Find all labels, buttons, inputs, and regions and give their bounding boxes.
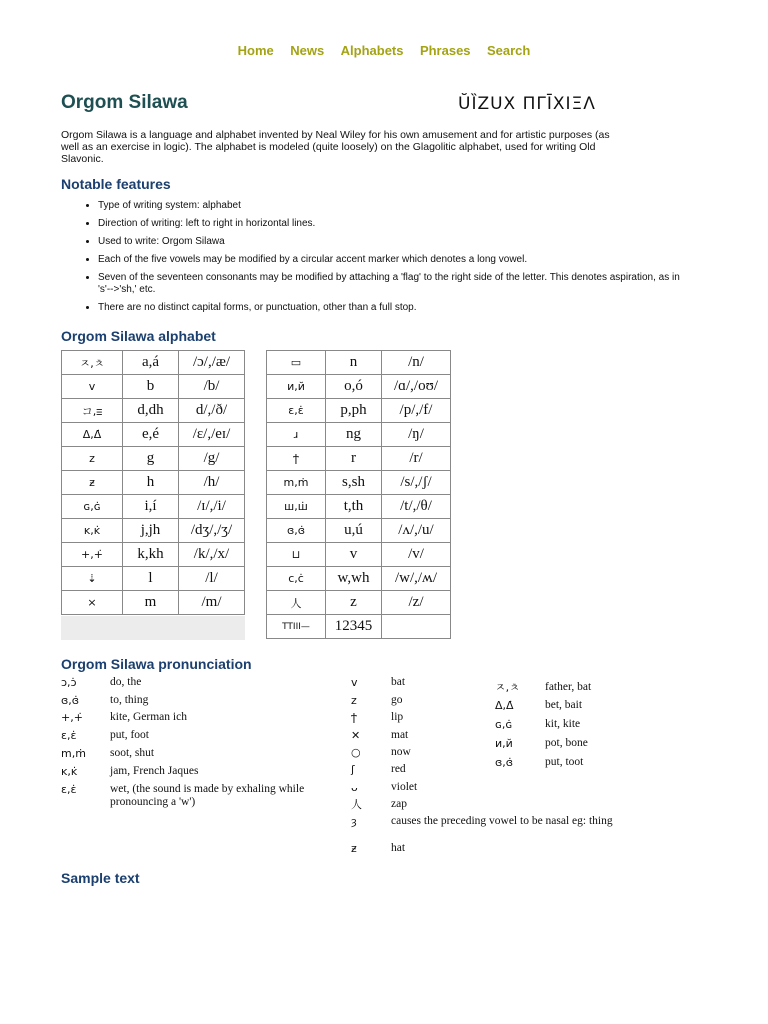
alphabet-ipa-cell: /m/ — [179, 591, 245, 615]
pronunciation-example: violet — [391, 781, 418, 793]
alphabet-glyph-cell: × — [62, 591, 123, 615]
pronunciation-glyph: ϯ — [351, 711, 357, 724]
pronunciation-example: put, toot — [545, 756, 584, 768]
alphabet-latin-cell: k,kh — [123, 543, 179, 567]
alphabet-ipa-cell: d/,/ð/ — [179, 399, 245, 423]
alphabet-ipa-cell: /z/ — [382, 591, 451, 615]
alphabet-ipa-cell: /l/ — [179, 567, 245, 591]
intro-paragraph: Orgom Silawa is a language and alphabet invented by Neal Wiley for his own amusement and for artistic purposes (as well as an exercise in logic). The alphabet is modeled (quite loosely) on the Glagolitic alphabet, used for writing Old Slavonic. — [61, 129, 610, 165]
alphabet-latin-cell: s,sh — [326, 471, 382, 495]
alphabet-ipa-cell: /t/,/θ/ — [382, 495, 451, 519]
alphabet-latin-cell: a,á — [123, 351, 179, 375]
alphabet-glyph-cell: ƶ — [62, 471, 123, 495]
alphabet-glyph-cell: ɢ,ɢ̇ — [62, 495, 123, 519]
alphabet-ipa-cell: /b/ — [179, 375, 245, 399]
alphabet-ipa-cell: /ɪ/,/i/ — [179, 495, 245, 519]
pronunciation-example: now — [391, 746, 411, 758]
pronunciation-glyph: m,ṁ — [61, 747, 86, 760]
pronunciation-example: put, foot — [110, 729, 149, 741]
alphabet-ipa-cell: /h/ — [179, 471, 245, 495]
pronunciation-glyph: ○ — [351, 746, 361, 759]
alphabet-ipa-cell: /ʌ/,/u/ — [382, 519, 451, 543]
alphabet-ipa-cell: /k/,/x/ — [179, 543, 245, 567]
list-item: • Seven of the seventeen consonants may be modified by attaching a 'flag' to the right side of the letter. This denotes aspiration, as in 's'-->'sh,' etc. — [98, 272, 688, 296]
alphabet-glyph-cell: и,й — [267, 375, 326, 399]
alphabet-ipa-cell: /dʒ/,/ʒ/ — [179, 519, 245, 543]
pronunciation-glyph: ȝ — [351, 815, 357, 828]
pronunciation-glyph: ✕ — [351, 729, 361, 742]
alphabet-glyph-cell: ϯ — [267, 447, 326, 471]
list-item: • Type of writing system: alphabet — [98, 200, 688, 212]
alphabet-ipa-cell: /n/ — [382, 351, 451, 375]
features-heading: Notable features — [61, 176, 171, 192]
alphabet-glyph-cell: ɹ — [267, 423, 326, 447]
pronunciation-glyph: ɞ,ɞ̇ — [61, 694, 80, 707]
nav-search-link[interactable]: Search — [486, 43, 531, 58]
alphabet-glyph-cell: ɞ,ɞ̇ — [267, 519, 326, 543]
nav-alphabets-link[interactable]: Alphabets — [340, 43, 404, 58]
alphabet-ipa-cell: /v/ — [382, 543, 451, 567]
pronunciation-example: jam, French Jaques — [110, 765, 199, 777]
pronunciation-glyph: z — [351, 694, 357, 707]
pronunciation-glyph: v — [351, 676, 358, 689]
pronunciation-example: red — [391, 763, 406, 775]
pronunciation-heading: Orgom Silawa pronunciation — [61, 656, 252, 672]
alphabet-latin-cell: n — [326, 351, 382, 375]
alphabet-glyph-cell: ㅈ,ㅊ — [62, 351, 123, 375]
alphabet-latin-cell: b — [123, 375, 179, 399]
alphabet-ipa-cell: /ŋ/ — [382, 423, 451, 447]
alphabet-latin-cell: z — [326, 591, 382, 615]
list-item: • Direction of writing: left to right in horizontal lines. — [98, 218, 688, 230]
alphabet-heading: Orgom Silawa alphabet — [61, 328, 216, 344]
pronunciation-example: soot, shut — [110, 747, 155, 759]
alphabet-ipa-cell: /r/ — [382, 447, 451, 471]
alphabet-latin-cell: l — [123, 567, 179, 591]
alphabet-glyph-cell: ш,ш̇ — [267, 495, 326, 519]
alphabet-glyph-cell: ɛ,ɛ̇ — [267, 399, 326, 423]
alphabet-latin-cell: p,ph — [326, 399, 382, 423]
pronunciation-example: hat — [391, 842, 406, 854]
pronunciation-example: go — [391, 694, 403, 706]
alphabet-latin-cell: o,ó — [326, 375, 382, 399]
alphabet-glyph-cell: ⅽ,ⅽ̇ — [267, 567, 326, 591]
pronunciation-example: bet, bait — [545, 699, 583, 711]
pronunciation-example: causes the preceding vowel to be nasal eg: thing — [391, 815, 613, 827]
alphabet-glyph-cell: ▭ — [267, 351, 326, 375]
alphabet-glyph-cell: ᐃ,ᐃ̇ — [62, 423, 123, 447]
alphabet-latin-cell: d,dh — [123, 399, 179, 423]
pronunciation-glyph: ƶ — [351, 842, 357, 855]
alphabet-latin-cell: m — [123, 591, 179, 615]
alphabet-ipa-cell: /g/ — [179, 447, 245, 471]
pronunciation-example: kit, kite — [545, 718, 581, 730]
alphabet-ipa-cell: /s/,/ʃ/ — [382, 471, 451, 495]
pronunciation-glyph: ᐃ,ᐃ̇ — [495, 699, 514, 712]
alphabet-latin-cell: u,ú — [326, 519, 382, 543]
alphabet-latin-cell: h — [123, 471, 179, 495]
pronunciation-glyph: ʃ — [351, 763, 355, 776]
pronunciation-glyph: ĸ,ĸ̇ — [61, 765, 78, 778]
pronunciation-glyph: ɛ,ɛ̇ — [61, 783, 77, 796]
pronunciation-glyph: ᴗ — [351, 781, 358, 794]
alphabet-glyph-cell: ⊔ — [267, 543, 326, 567]
alphabet-latin-cell: j,jh — [123, 519, 179, 543]
sample-text-heading: Sample text — [61, 870, 140, 886]
nav-phrases-link[interactable]: Phrases — [419, 43, 471, 58]
alphabet-glyph-cell: v — [62, 375, 123, 399]
alphabet-latin-cell: r — [326, 447, 382, 471]
alphabet-glyph-cell: コ,ⲷ — [62, 399, 123, 423]
pronunciation-glyph: ㅈ,ㅊ — [495, 681, 520, 694]
pronunciation-glyph: ɔ,ɔ̇ — [61, 676, 77, 689]
pronunciation-glyph: ɞ,ɞ̇ — [495, 756, 514, 769]
pronunciation-example: pot, bone — [545, 737, 588, 749]
alphabet-latin-cell: i,í — [123, 495, 179, 519]
alphabet-latin-cell: t,th — [326, 495, 382, 519]
alphabet-latin-cell: 12345 — [326, 615, 382, 639]
alphabet-latin-cell: e,é — [123, 423, 179, 447]
alphabet-ipa-cell: /w/,/ʍ/ — [382, 567, 451, 591]
pronunciation-glyph: ɛ,ɛ̇ — [61, 729, 77, 742]
pronunciation-example: kite, German ich — [110, 711, 187, 723]
pronunciation-example: wet, (the sound is made by exhaling while pronouncing a 'w') — [110, 783, 305, 808]
alphabet-latin-cell: ng — [326, 423, 382, 447]
pronunciation-example: lip — [391, 711, 404, 723]
alphabet-glyph-cell: ⇣ — [62, 567, 123, 591]
alphabet-ipa-cell: /ɔ/,/æ/ — [179, 351, 245, 375]
alphabet-glyph-cell: z — [62, 447, 123, 471]
alphabet-latin-cell: w,wh — [326, 567, 382, 591]
nav-home-link[interactable]: Home — [237, 43, 274, 58]
list-item: • Used to write: Orgom Silawa — [98, 236, 688, 248]
alphabet-glyph-cell: TTIII— — [267, 615, 326, 639]
pronunciation-example: bat — [391, 676, 406, 688]
list-item: • There are no distinct capital forms, or punctuation, other than a full stop. — [98, 302, 688, 314]
alphabet-glyph-cell: m,ṁ — [267, 471, 326, 495]
pronunciation-example: mat — [391, 729, 409, 741]
alphabet-glyph-cell: ĸ,ĸ̇ — [62, 519, 123, 543]
pronunciation-example: to, thing — [110, 694, 149, 706]
pronunciation-glyph: 人 — [351, 798, 362, 811]
alphabet-ipa-cell: /p/,/f/ — [382, 399, 451, 423]
alphabet-ipa-cell: /ɑ/,/oʊ/ — [382, 375, 451, 399]
alphabet-glyph-cell: +,+̇ — [62, 543, 123, 567]
alphabet-latin-cell: g — [123, 447, 179, 471]
nav-news-link[interactable]: News — [290, 43, 325, 58]
page-title: Orgom Silawa — [61, 92, 188, 113]
pronunciation-glyph: и,й — [495, 737, 513, 750]
pronunciation-glyph: ɢ,ɢ̇ — [495, 718, 513, 731]
title-script-image: ŬȈZUX ПΓĪXIΞΛ — [458, 94, 596, 114]
alphabet-glyph-cell: 人 — [267, 591, 326, 615]
alphabet-latin-cell: v — [326, 543, 382, 567]
alphabet-ipa-cell: /ɛ/,/eɪ/ — [179, 423, 245, 447]
pronunciation-glyph: +,+̇ — [61, 711, 83, 724]
pronunciation-example: do, the — [110, 676, 142, 688]
list-item: • Each of the five vowels may be modified by a circular accent marker which denotes a long vowel. — [98, 254, 688, 266]
pronunciation-example: father, bat — [545, 681, 592, 693]
pronunciation-example: zap — [391, 798, 407, 810]
